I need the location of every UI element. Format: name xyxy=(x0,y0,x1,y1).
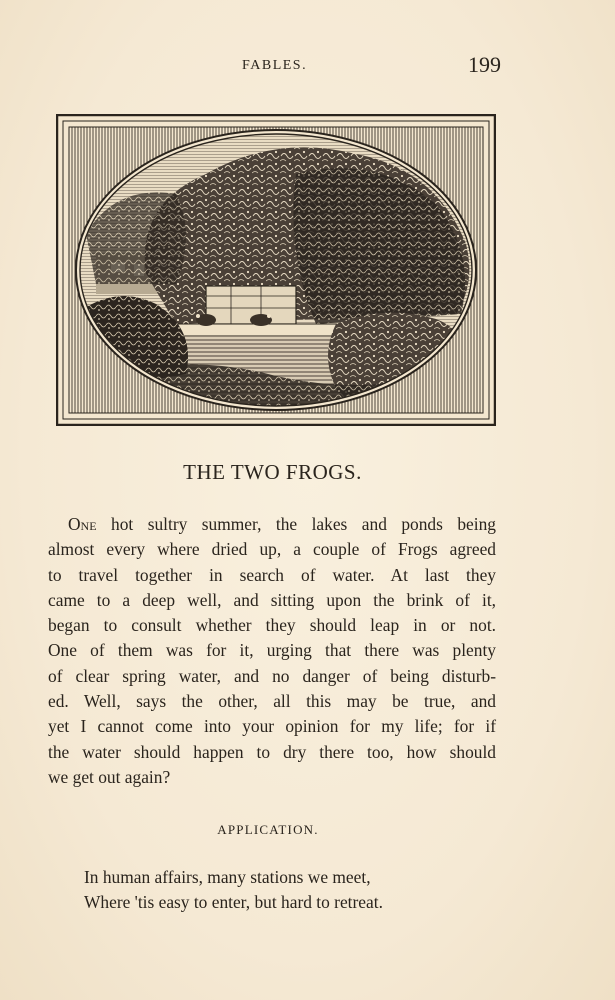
fable-line: One hot sultry summer, the lakes and ponds being xyxy=(68,514,496,534)
application-verse xyxy=(84,865,383,915)
fable-title: THE TWO FROGS. xyxy=(183,460,362,484)
fable-line: began to consult whether they should leap in or not. xyxy=(48,615,496,636)
fable-line: to travel together in search of water. At last they xyxy=(48,564,496,585)
fable-first-word: One xyxy=(68,514,97,534)
page-number: 199 xyxy=(468,52,501,77)
fable-line: almost every where dried up, a couple of Frogs agreed xyxy=(48,539,496,560)
verse-line: Where 'tis easy to enter, but hard to retreat. xyxy=(84,892,383,912)
fable-line: we get out again? xyxy=(48,766,171,787)
engraving-illustration xyxy=(56,114,496,426)
fable-line: One of them was for it, urging that there was plenty xyxy=(48,640,496,661)
fable-line: ed. Well, says the other, all this may be true, and xyxy=(48,691,496,712)
fable-body xyxy=(48,512,496,790)
fable-line: the water should happen to dry there too, how should xyxy=(48,741,496,762)
fable-line: of clear spring water, and no danger of being disturb- xyxy=(48,665,496,686)
fable-line: came to a deep well, and sitting upon the brink of it, xyxy=(48,589,496,610)
running-head: FABLES. xyxy=(242,58,308,73)
fable-line: yet I cannot come into your opinion for my life; for if xyxy=(48,716,496,737)
application-heading: APPLICATION. xyxy=(217,822,319,837)
verse-line: In human affairs, many stations we meet, xyxy=(84,867,371,887)
